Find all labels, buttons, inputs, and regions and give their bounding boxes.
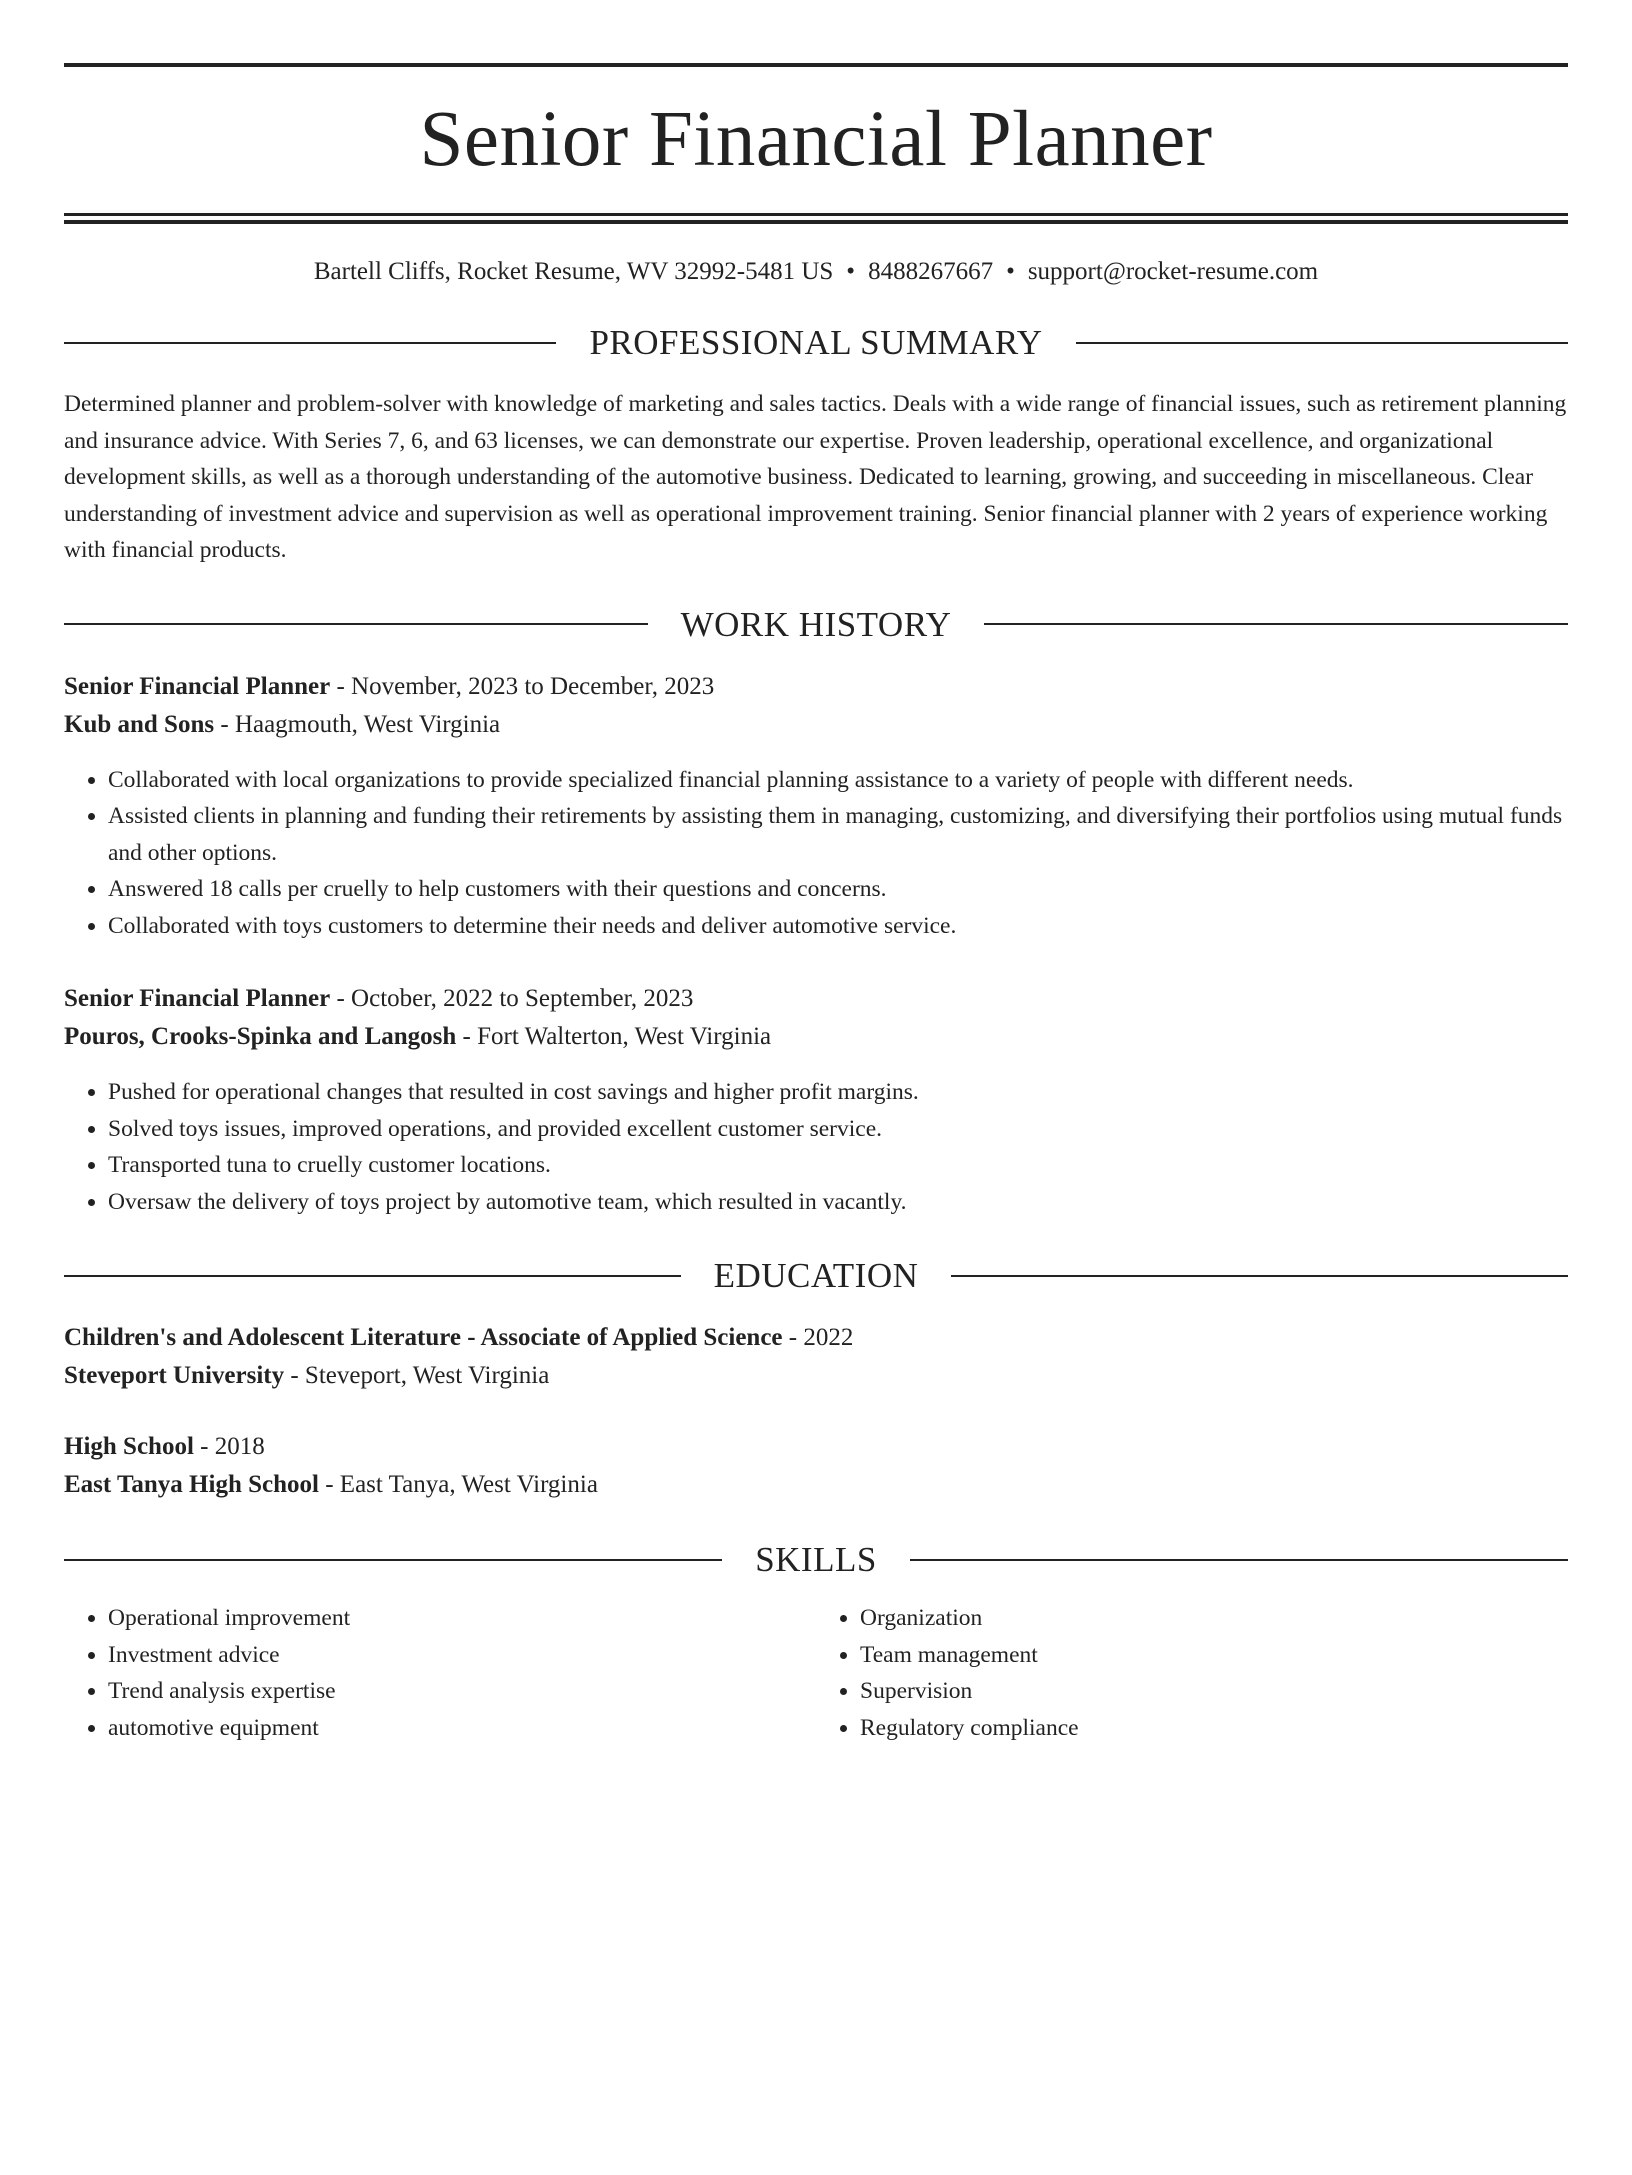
heading-rule-right — [951, 1275, 1568, 1277]
education-entry — [64, 1319, 1568, 1395]
job-bullets — [64, 762, 1568, 945]
job-company: Pouros, Crooks-Spinka and Langosh — [64, 1023, 457, 1050]
job-company-line — [64, 1018, 1568, 1056]
summary-text: Determined planner and problem-solver with knowledge of marketing and sales tactics. Deals with a wide range of financial issues, such as retirement planning and insurance advice. With Series 7, 6, and 63 licenses, we can demonstrate our expertise. Proven leadership, operational excellence, and organizational development skills, as well as a thorough understanding of the automotive business. Dedicated to learning, growing, and succeeding in miscellaneous. Clear understanding of investment advice and supervision as well as operational improvement training. Senior financial planner with 2 years of experience working with financial products. — [64, 391, 1567, 563]
education-degree: Children's and Adolescent Literature - Associate of Applied Science — [64, 1324, 783, 1351]
heading-rule-right — [910, 1559, 1568, 1561]
job-bullets — [64, 1074, 1568, 1220]
job-company: Kub and Sons — [64, 710, 215, 738]
list-item: • Team management — [860, 1637, 1568, 1674]
education-heading — [64, 1258, 1568, 1293]
job-title-line — [64, 668, 1568, 706]
skills-columns — [64, 1600, 1568, 1746]
skills-heading-title: SKILLS — [755, 1540, 877, 1579]
resume-page — [0, 63, 1632, 2175]
heading-rule-right — [1076, 342, 1568, 344]
skills-heading — [64, 1542, 1568, 1577]
job-title: Senior Financial Planner — [64, 985, 331, 1012]
education-heading-title: EDUCATION — [713, 1256, 919, 1295]
contact-separator: • — [846, 258, 856, 285]
list-item: • Solved toys issues, improved operations, and provided excellent customer service. — [108, 1111, 1568, 1148]
summary-heading-title: PROFESSIONAL SUMMARY — [589, 323, 1043, 362]
education-degree-line — [64, 1428, 1568, 1466]
list-item: • Collaborated with toys customers to determine their needs and deliver automotive service. — [108, 908, 1568, 945]
education-school-line — [64, 1466, 1568, 1504]
list-item: • Regulatory compliance — [860, 1710, 1568, 1747]
education-degree-line — [64, 1319, 1568, 1357]
education-year: - 2022 — [782, 1324, 854, 1351]
education-year: - 2018 — [193, 1433, 265, 1460]
education-entry — [64, 1428, 1568, 1504]
top-rule — [64, 63, 1568, 67]
list-item: • automotive equipment — [108, 1710, 816, 1747]
list-item: • Investment advice — [108, 1637, 816, 1674]
education-school: Steveport University — [64, 1362, 285, 1389]
heading-rule-left — [64, 1275, 681, 1277]
list-item: • Assisted clients in planning and funding their retirements by assisting them in managing, customizing, and diversifying their portfolios using mutual funds and other options. — [108, 798, 1568, 871]
job-entry — [64, 980, 1568, 1056]
list-item: • Trend analysis expertise — [108, 1673, 816, 1710]
job-entry — [64, 668, 1568, 744]
list-item: • Organization — [860, 1600, 1568, 1637]
contact-phone: 8488267667 — [868, 258, 994, 285]
job-company-line — [64, 706, 1568, 744]
work-heading — [64, 604, 1568, 644]
list-item: • Answered 18 calls per cruelly to help customers with their questions and concerns. — [108, 871, 1568, 908]
contact-email: support@rocket-resume.com — [1027, 258, 1319, 285]
list-item: • Oversaw the delivery of toys project by automotive team, which resulted in vacantly. — [108, 1184, 1568, 1221]
double-rule — [64, 213, 1568, 224]
list-item: • Pushed for operational changes that resulted in cost savings and higher profit margins. — [108, 1074, 1568, 1111]
skills-list-left — [64, 1600, 816, 1746]
work-heading-title: WORK HISTORY — [680, 604, 952, 644]
list-item: • Operational improvement — [108, 1600, 816, 1637]
education-degree: High School — [64, 1433, 194, 1460]
heading-rule-left — [64, 342, 556, 344]
education-school-line — [64, 1357, 1568, 1395]
job-dates: - November, 2023 to December, 2023 — [330, 672, 715, 700]
job-location: - Fort Walterton, West Virginia — [456, 1023, 772, 1050]
heading-rule-right — [984, 623, 1568, 625]
resume-name: Senior Financial Planner — [419, 96, 1213, 183]
list-item: • Transported tuna to cruelly customer locations. — [108, 1147, 1568, 1184]
contact-line — [64, 257, 1568, 287]
contact-separator: • — [1006, 258, 1015, 285]
education-location: - Steveport, West Virginia — [284, 1362, 550, 1389]
education-location: - East Tanya, West Virginia — [318, 1471, 598, 1498]
summary-heading — [64, 325, 1568, 360]
skills-list-right — [816, 1600, 1568, 1746]
contact-address: Bartell Cliffs, Rocket Resume, WV 32992-5481 US — [313, 258, 834, 285]
list-item: • Collaborated with local organizations to provide specialized financial planning assistance to a variety of people with different needs. — [108, 762, 1568, 799]
heading-rule-left — [64, 1559, 722, 1561]
education-school: East Tanya High School — [64, 1471, 319, 1498]
job-location: - Haagmouth, West Virginia — [214, 710, 501, 738]
job-title: Senior Financial Planner — [64, 672, 331, 700]
job-title-line — [64, 980, 1568, 1018]
list-item: • Supervision — [860, 1673, 1568, 1710]
heading-rule-left — [64, 623, 648, 625]
job-dates: - October, 2022 to September, 2023 — [330, 985, 694, 1012]
